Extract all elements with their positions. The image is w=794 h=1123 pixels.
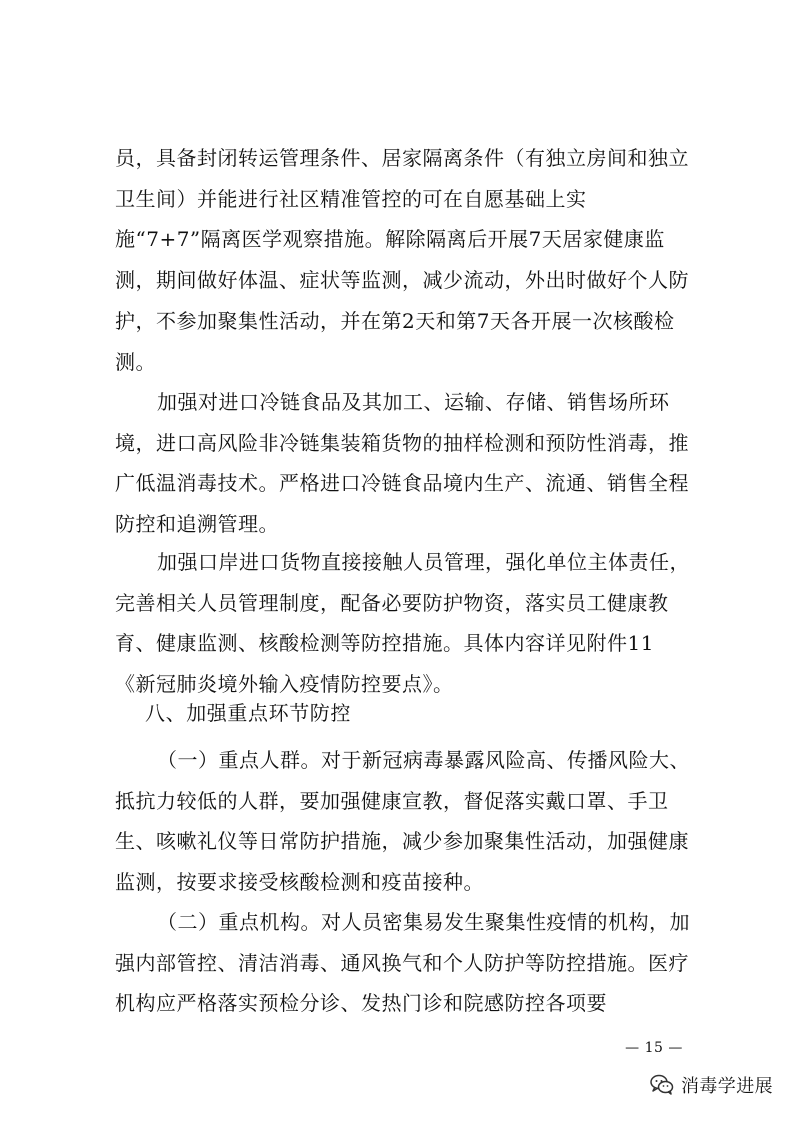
wechat-watermark [650, 1072, 773, 1098]
subsection-text-key-institutions: 对人员密集易发生聚集性疫情的机构，加强内部管控、清洁消毒、通风换气和个人防护等防控措施。医疗机构应严格落实预检分诊、发热门诊和院感防控各项要 [115, 910, 690, 1016]
body-paragraph-cold-chain: 加强对进口冷链食品及其加工、运输、存储、销售场所环境，进口高风险非冷链集装箱货物的抽样检测和预防性消毒，推广低温消毒技术。严格进口冷链食品境内生产、流通、销售全程防控和追溯管理。 [115, 390, 689, 537]
body-paragraph-port-personnel: 加强口岸进口货物直接接触人员管理，强化单位主体责任，完善相关人员管理制度，配备必要防护物资，落实员工健康教育、健康监测、核酸检测等防控措施。具体内容详见附件11《新冠肺炎境外输入疫情防控要点》。 [115, 550, 690, 697]
wechat-icon [650, 1074, 674, 1096]
subsection-text-key-population: 对于新冠病毒暴露风险高、传播风险大、抵抗力较低的人群，要加强健康宣教，督促落实戴口罩、手卫生、咳嗽礼仪等日常防护措施，减少参加聚集性活动，加强健康监测，按要求接受核酸检测和疫苗接种。 [115, 748, 690, 895]
watermark-text: 消毒学进展 [681, 1076, 773, 1097]
subsection-key-population [115, 740, 691, 903]
subsection-label-key-population: （一）重点人群。 [157, 748, 321, 772]
subsection-key-institutions [115, 902, 691, 1024]
page-number: — 15 — [625, 1040, 683, 1056]
subsection-label-key-institutions: （二）重点机构。 [157, 910, 321, 934]
section-heading: 八、加强重点环节防控 [145, 700, 351, 725]
body-paragraph-continuation: 员，具备封闭转运管理条件、居家隔离条件（有独立房间和独立卫生间）并能进行社区精准管控的可在自愿基础上实施“7+7”隔离医学观察措施。解除隔离后开展7天居家健康监测，期间做好体温、症状等监测，减少流动，外出时做好个人防护，不参加聚集性活动，并在第2天和第7天各开展一次核酸检测。 [115, 146, 689, 374]
